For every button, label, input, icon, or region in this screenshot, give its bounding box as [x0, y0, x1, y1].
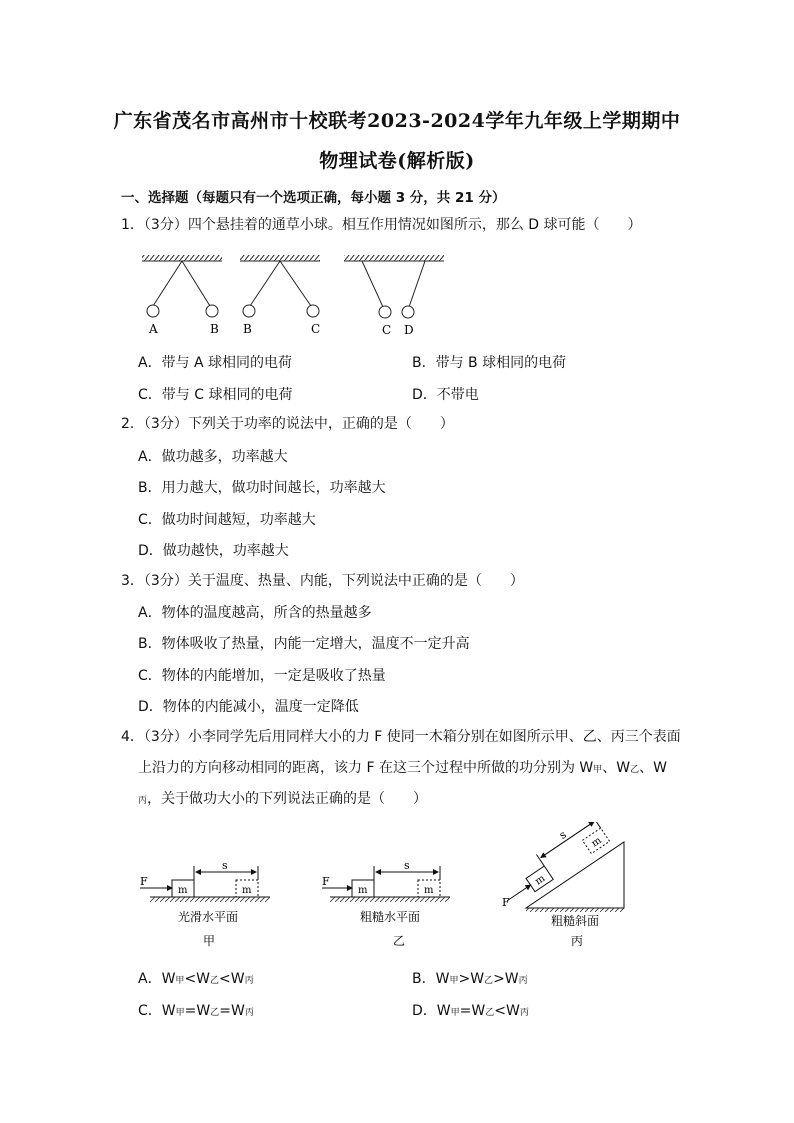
- ball-b-2: [243, 305, 255, 317]
- w-symbol: W: [653, 760, 667, 776]
- label-c-2: C: [382, 323, 392, 337]
- box-m-label-2: m: [358, 885, 368, 896]
- distance-s-label-2: s: [404, 859, 410, 872]
- surface-label-1: 光滑水平面: [178, 910, 239, 924]
- box-m-label-3: m: [533, 873, 548, 888]
- q4-option-c[interactable]: C．W甲=W乙=W丙: [138, 1003, 254, 1019]
- label-b-1: B: [210, 322, 219, 336]
- ceiling-3: [344, 255, 444, 261]
- ball-c-2: [379, 306, 391, 318]
- q2-option-b[interactable]: B．用力越大，做功时间越长，功率越大: [138, 480, 386, 496]
- sep-2: 、: [639, 760, 654, 776]
- diagram-name-1: 甲: [203, 934, 216, 948]
- sep-1: 、: [602, 760, 617, 776]
- diagram-bing: [491, 822, 624, 948]
- label-d: D: [404, 323, 414, 337]
- ball-b-1: [206, 305, 218, 317]
- box-m-dashed-label: m: [242, 885, 252, 896]
- force-f-label-3: F: [502, 896, 510, 909]
- q3-stem: 3．（3分）关于温度、热量、内能，下列说法中正确的是（ ）: [121, 573, 524, 589]
- q4-option-d[interactable]: D．W甲=W乙<W丙: [412, 1003, 529, 1019]
- q1-stem: 1．（3分）四个悬挂着的通草小球。相互作用情况如图所示，那么 D 球可能（ ）: [121, 217, 642, 233]
- section-heading: 一、选择题（每题只有一个选项正确，每小题 3 分，共 21 分）: [121, 190, 506, 206]
- ball-c-1: [307, 305, 319, 317]
- q4-figure-boxes: [130, 822, 650, 954]
- surface-label-3: 粗糙斜面: [551, 914, 600, 928]
- q4-stem-text: 上沿力的方向移动相同的距离，该力 F 在这三个过程中所做的功分别为 W: [138, 760, 594, 776]
- q1-option-c[interactable]: C．带与 C 球相同的电荷: [138, 387, 293, 403]
- label-b-2: B: [243, 322, 252, 336]
- sub-jia: 甲: [593, 765, 603, 775]
- q1-option-d[interactable]: D．不带电: [412, 387, 479, 403]
- ceiling-1: [142, 255, 222, 261]
- box-m-dashed-label-2: m: [424, 885, 434, 896]
- force-f-label-2: F: [322, 875, 330, 888]
- q4-option-b[interactable]: B．W甲>W乙>W丙: [412, 971, 528, 987]
- ceiling-2: [240, 255, 320, 261]
- q3-option-d[interactable]: D．物体的内能减小，温度一定降低: [138, 699, 359, 715]
- q1-option-b[interactable]: B．带与 B 球相同的电荷: [412, 355, 567, 371]
- label-c-1: C: [311, 322, 321, 336]
- ball-a: [147, 305, 159, 317]
- label-a: A: [149, 322, 158, 336]
- q4-stem-text-3: ，关于做功大小的下列说法正确的是（ ）: [147, 791, 428, 807]
- q4-stem-line3: [138, 789, 427, 811]
- distance-s-label-3: s: [556, 827, 569, 842]
- box-m-label: m: [178, 885, 188, 896]
- q3-option-c[interactable]: C．物体的内能增加，一定是吸收了热量: [138, 668, 386, 684]
- diagram-jia: [140, 859, 270, 948]
- q3-option-b[interactable]: B．物体吸收了热量，内能一定增大，温度不一定升高: [138, 636, 470, 652]
- sub-bing: 丙: [138, 796, 148, 806]
- sub-yi: 乙: [630, 765, 640, 775]
- q3-option-a[interactable]: A．物体的温度越高，所含的热量越多: [138, 605, 372, 621]
- diagram-name-3: 丙: [571, 934, 584, 948]
- doc-title-line2: 物理试卷(解析版): [319, 150, 475, 172]
- q4-option-a[interactable]: A．W甲<W乙<W丙: [138, 971, 254, 987]
- q1-option-a[interactable]: A．带与 A 球相同的电荷: [138, 355, 293, 371]
- q4-stem-line2: [138, 758, 667, 780]
- diagram-name-2: 乙: [393, 934, 406, 948]
- q2-stem: 2．（3分）下列关于功率的说法中，正确的是（ ）: [121, 416, 454, 432]
- q2-option-d[interactable]: D．做功越快，功率越大: [138, 543, 289, 559]
- distance-s-label: s: [222, 859, 228, 872]
- q1-figure-pendulums: [130, 248, 460, 344]
- force-f-label: F: [140, 875, 148, 888]
- q4-stem-line1: 4．（3分）小李同学先后用同样大小的力 F 使同一木箱分别在如图所示甲、乙、丙三个表面: [121, 729, 681, 745]
- ball-d: [402, 306, 414, 318]
- doc-title-line1: 广东省茂名市高州市十校联考2023-2024学年九年级上学期期中: [113, 110, 681, 132]
- diagram-yi: [322, 859, 450, 948]
- w-symbol: W: [616, 760, 631, 776]
- surface-label-2: 粗糙水平面: [360, 910, 421, 924]
- box-m-dashed-label-3: m: [589, 835, 604, 850]
- q2-option-a[interactable]: A．做功越多，功率越大: [138, 449, 288, 465]
- q2-option-c[interactable]: C．做功时间越短，功率越大: [138, 512, 316, 528]
